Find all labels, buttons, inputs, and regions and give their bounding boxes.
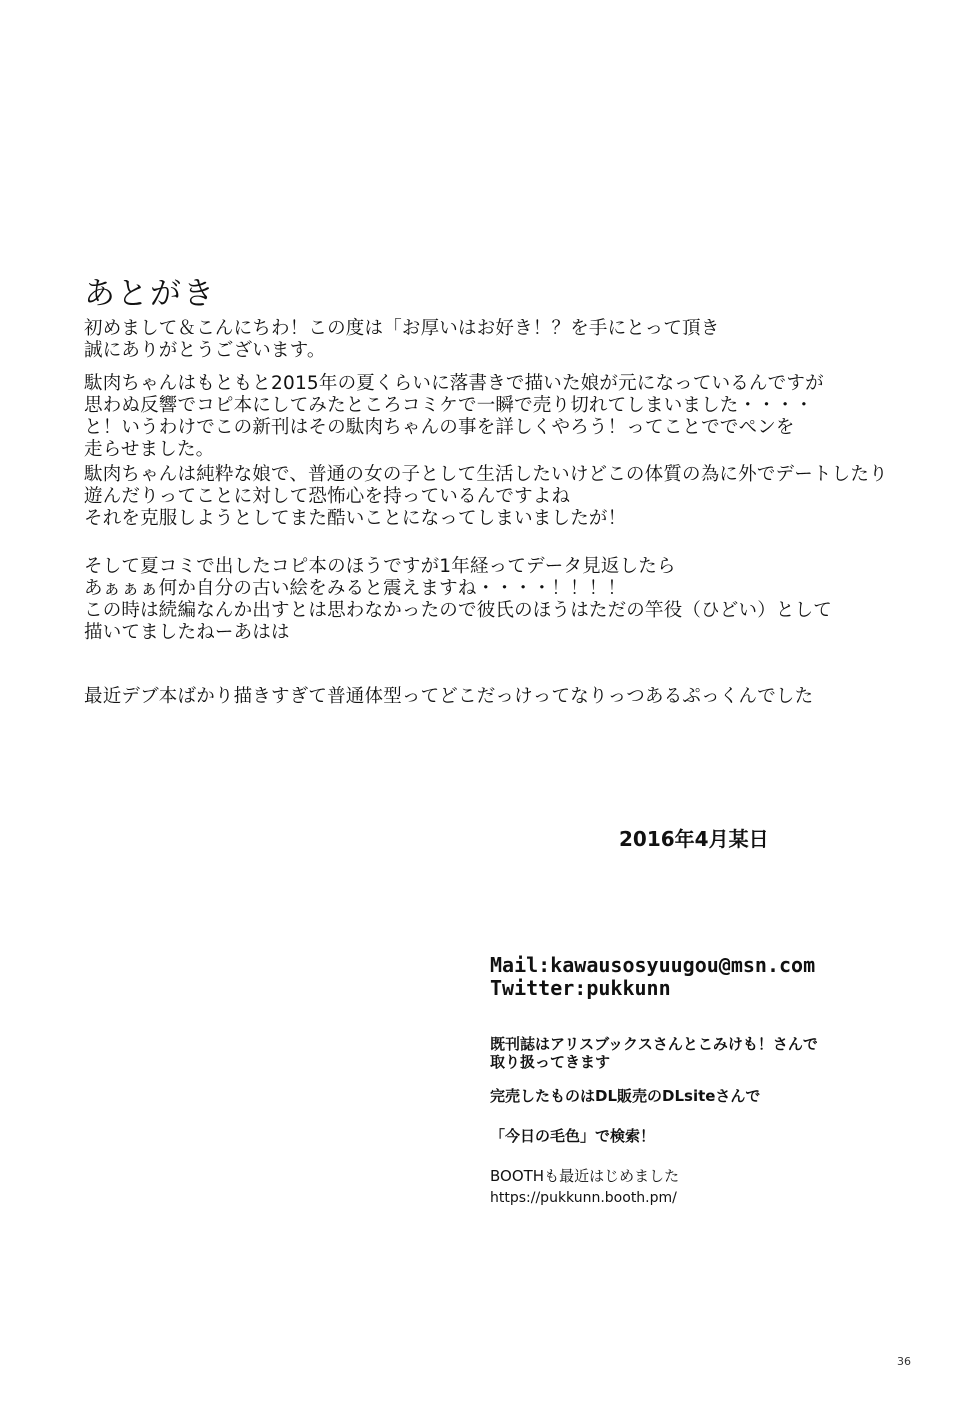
text-line: 初めまして＆こんにちわ！この度は「お厚いはお好き！？を手にとって頂き bbox=[84, 318, 720, 339]
text-line: と！いうわけでこの新刊はその駄肉ちゃんの事を詳しくやろう！ってことででペンを bbox=[84, 417, 795, 438]
text-line: 思わぬ反響でコピ本にしてみたところコミケで一瞬で売り切れてしまいました・・・・ bbox=[84, 395, 814, 416]
origin-paragraph bbox=[84, 373, 824, 461]
booth-text: BOOTHも最近はじめました bbox=[490, 1167, 680, 1185]
afterword-heading: あとがき bbox=[84, 276, 216, 312]
text-line: 走らせました。 bbox=[84, 439, 215, 460]
search-note bbox=[490, 1127, 655, 1145]
page-number: 36 bbox=[897, 1355, 911, 1368]
twitter-handle: Twitter:pukkunn bbox=[490, 976, 671, 1000]
text-line: 取り扱ってきます bbox=[490, 1053, 611, 1071]
text-line: 誠にありがとうございます。 bbox=[84, 340, 326, 361]
text-line: 駄肉ちゃんは純粋な娘で、普通の女の子として生活したいけどこの体質の為に外でデートしたり bbox=[84, 464, 888, 485]
text-line: 駄肉ちゃんはもともと2015年の夏くらいに落書きで描いた娘が元になっているんですが bbox=[84, 373, 824, 394]
date-line: 2016年4月某日 bbox=[619, 827, 769, 851]
contact-block bbox=[490, 954, 815, 1000]
greeting-paragraph bbox=[84, 318, 719, 362]
booth-url: https://pukkunn.booth.pm/ bbox=[490, 1190, 677, 1206]
text-line: 描いてましたねーあはは bbox=[84, 622, 290, 643]
copybook-paragraph bbox=[84, 556, 832, 644]
text-line: そして夏コミで出したコピ本のほうですが1年経ってデータ見返したら bbox=[84, 556, 676, 577]
text-line: 「今日の毛色」で検索！ bbox=[490, 1127, 656, 1145]
booth-note bbox=[490, 1165, 679, 1209]
closing-paragraph bbox=[84, 686, 813, 708]
mail-address: Mail:kawausosyuugou@msn.com bbox=[490, 953, 816, 977]
text-line: 既刊誌はアリスブックスさんとこみけも！さんで bbox=[490, 1035, 818, 1053]
text-line: それを克服しようとしてまた酷いことになってしまいましたが！ bbox=[84, 508, 627, 529]
text-line: 最近デブ本ばかり描きすぎて普通体型ってどこだっけってなりっつあるぷっくんでした bbox=[84, 686, 814, 707]
text-line: あぁぁぁ何か自分の古い絵をみると震えますね・・・・！！！！ bbox=[84, 578, 627, 599]
stock-note bbox=[490, 1035, 818, 1071]
character-paragraph bbox=[84, 464, 888, 530]
text-line: この時は続編なんか出すとは思わなかったので彼氏のほうはただの竿役（ひどい）として bbox=[84, 600, 833, 621]
text-line: 完売したものはDL販売のDLsiteさんで bbox=[490, 1087, 761, 1105]
text-line: 遊んだりってことに対して恐怖心を持っているんですよね bbox=[84, 486, 571, 507]
dl-sales-note bbox=[490, 1087, 760, 1105]
